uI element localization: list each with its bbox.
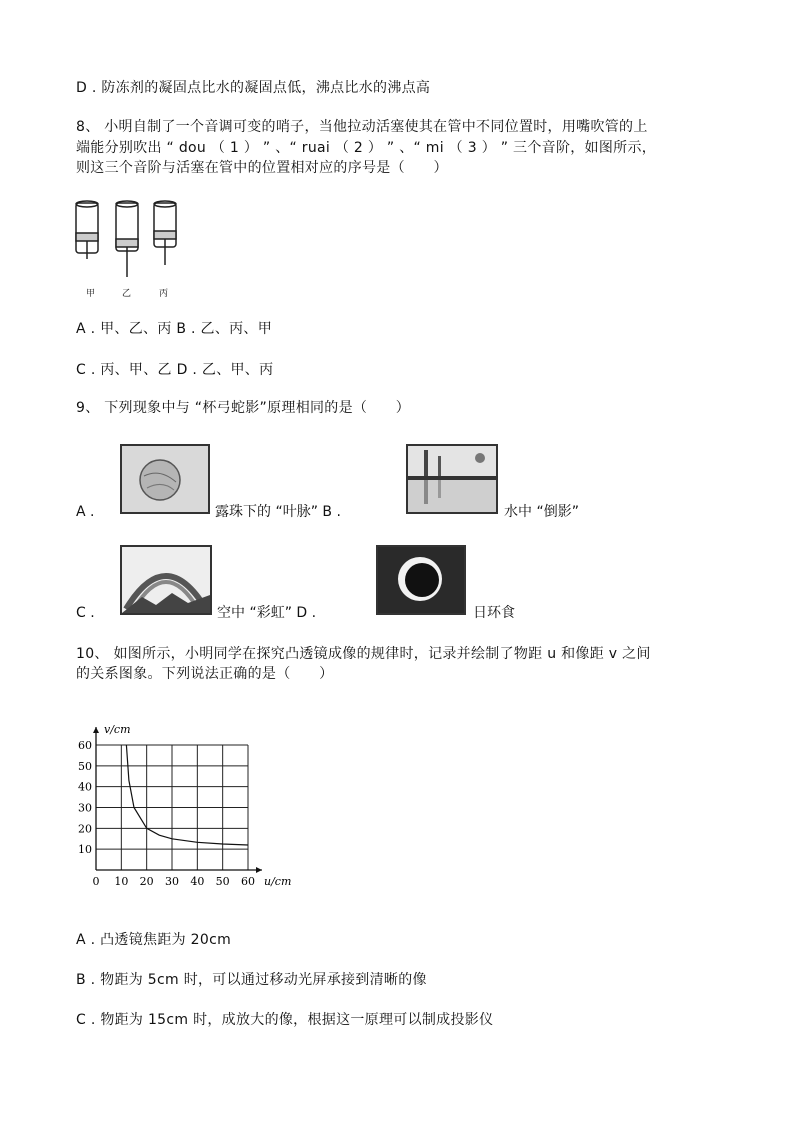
q10-stem-line2: 的关系图象。下列说法正确的是（ ） (76, 666, 334, 682)
q9-stem: 9、 下列现象中与 “杯弓蛇影”原理相同的是（ ） (76, 400, 411, 416)
rainbow-image (120, 545, 212, 615)
q8-tubes-figure (70, 195, 185, 280)
q8-options-cd: C . 丙、甲、乙 D . 乙、甲、丙 (76, 362, 274, 378)
x-tick-label: 0 (92, 875, 100, 888)
series-line (126, 745, 248, 845)
x-tick-label: 60 (241, 875, 255, 888)
y-tick-label: 20 (78, 822, 92, 836)
y-tick-label: 40 (78, 780, 92, 794)
q9-option-d-text: 日环食 (473, 605, 515, 621)
annular-eclipse-image (376, 545, 466, 615)
dew-leaf-image (120, 444, 210, 514)
q9-option-c-letter: C . (76, 605, 95, 621)
q9-option-a-text: 露珠下的 “叶脉” B . (215, 504, 341, 520)
x-tick-label: 40 (190, 875, 205, 888)
x-tick-label: 50 (215, 875, 230, 888)
y-tick-label: 60 (78, 739, 92, 752)
x-tick-label: 20 (139, 875, 154, 888)
q9-option-b-text: 水中 “倒影” (504, 504, 579, 520)
tube-bing (154, 201, 176, 265)
tube-yi (116, 201, 138, 277)
y-tick-label: 30 (78, 801, 92, 815)
x-tick-label: 30 (165, 875, 179, 888)
y-axis-arrow (93, 727, 99, 733)
q8-stem-line3: 则这三个音阶与活塞在管中的位置相对应的序号是（ ） (76, 160, 448, 176)
q8-options-ab: A . 甲、乙、丙 B . 乙、丙、甲 (76, 321, 273, 337)
tube-jia (76, 201, 98, 259)
q8-stem-line2: 端能分别吹出 “ dou （ 1 ） ” 、“ ruai （ 2 ） ” 、“ mi （ 3 ） ” 三个音阶，如图所示， (76, 140, 657, 156)
q10-option-a: A . 凸透镜焦距为 20cm (76, 932, 232, 948)
y-axis-label: v/cm (104, 723, 131, 736)
q10-stem-line1: 10、 如图所示，小明同学在探究凸透镜成像的规律时，记录并绘制了物距 u 和像距 v 之间 (76, 646, 651, 662)
q7-option-d: D . 防冻剂的凝固点比水的凝固点低，沸点比水的沸点高 (76, 80, 431, 96)
y-tick-label: 50 (78, 759, 92, 773)
tube-label-yi: 乙 (122, 289, 132, 299)
x-axis-arrow (256, 867, 262, 873)
q9-option-a-letter: A . (76, 504, 95, 520)
tube-label-bing: 丙 (159, 289, 169, 299)
water-reflection-image (406, 444, 498, 514)
q9-option-c-text: 空中 “彩虹” D . (217, 605, 317, 621)
x-tick-label: 10 (114, 875, 129, 888)
q10-option-c: C . 物距为 15cm 时，成放大的像，根据这一原理可以制成投影仪 (76, 1012, 494, 1028)
y-tick-label: 10 (78, 843, 92, 857)
q10-uv-chart (72, 712, 302, 897)
tube-label-jia: 甲 (86, 289, 96, 299)
q8-stem-line1: 8、 小明自制了一个音调可变的哨子，当他拉动活塞使其在管中不同位置时，用嘴吹管的上 (76, 119, 648, 135)
q10-option-b: B . 物距为 5cm 时，可以通过移动光屏承接到清晰的像 (76, 972, 427, 988)
x-axis-label: u/cm (264, 875, 292, 888)
